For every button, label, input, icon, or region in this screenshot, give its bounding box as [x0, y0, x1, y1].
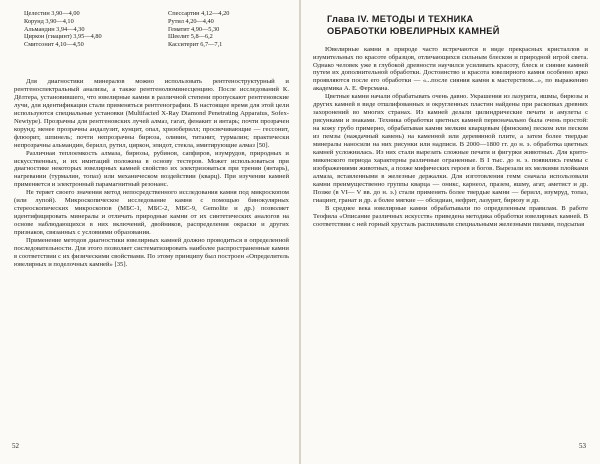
paragraph: Не теряет своего значения метод непосредственного исследования камня под микроскопом (или лупой). Микроскопическое исследование камня с помощью бинокулярных стереоскопических микроскопов (МБС-1, МБС-2, МБС-9, Gemolite и др.) позволяет идентифицировать минералы и отличать природные камни от их синтетических аналогов на основе наблюдающихся в них включений, двойников, распределения окраски и других признаков, связанных с условиями образования. — [14, 189, 289, 237]
table-row: Рутил 4,20—4,40 — [168, 17, 214, 25]
table-row: Смитсонит 4,10—4,50 — [24, 41, 84, 49]
table-row: Альмандин 3,94—4,30 — [24, 25, 85, 33]
table-row: Корунд 3,90—4,10 — [24, 17, 74, 25]
page-number: 53 — [579, 442, 586, 450]
table-row: Циркон (гиацинт) 3,95—4,80 — [24, 33, 102, 41]
chapter-title-line: ОБРАБОТКИ ЮВЕЛИРНЫХ КАМНЕЙ — [327, 25, 500, 36]
table-row: Шеелит 5,8—6,2 — [168, 33, 213, 41]
chapter-title — [327, 14, 588, 38]
table-row: Целестин 3,90—4,00 — [24, 10, 80, 17]
density-table-column-2 — [168, 10, 229, 49]
right-page — [301, 0, 600, 464]
table-row: Касситерит 6,7—7,1 — [168, 41, 223, 49]
left-body-text — [14, 78, 289, 269]
paragraph: Ювелирные камни в природе часто встречаются в виде прекрасных кристаллов и изумительных по красоте образцов, отличающихся сильным блеском и природной игрой света. Однако человек уже в глубокой древности научился усиливать красоту, блеск и сияние камней путем их дополнительной обработки. Достоинство и красота ювелирного камня особенно ярко проявляются после его обработки — «...после сияния камня к мастерством...», по выражению академика А. Е. Ферсмана. — [313, 45, 588, 93]
paragraph: В среднее века ювелирные камни обрабатывали по определенным правилам. В работе Теофила «Описание различных искусств» приведена методика обработки ювелирных камней. В соответствии с ней горный хрусталь распиливали специальными железными пилами, подсыпая — [313, 204, 588, 228]
paragraph: Применение методов диагностики ювелирных камней должно проводиться в определенной последовательности. Для этого позволяет систематизировать наиболее распространенные камни в соответствии с их физическими свойствами. По этому принципу был построен «Определитель ювелирных и поделочных камней» [35]. — [14, 237, 289, 268]
density-table-column-1 — [24, 10, 102, 49]
paragraph: Цветные камни начали обрабатывать очень давно. Украшения из лазурита, яшмы, бирюзы и других камней в виде отшлифованных и округленных пластин найдены при раскопках древних захоронений во многих странах. Из камней делали цилиндрические печати и амулеты с рисунками и знаками. Техника обработки цветных камней первоначально была очень простой: на кожу грубо примерно, обрабатывая камни мелким кварцевым (финским) песком или песком из пемзы (наждачный камень) на каменной или деревянной плите, а затем более твердые минералы наносили на них рисунки или надписи. В 2000—1800 гг. до н. э. обработка цветных камней усложнилась. Из них стали вырезать сложные печати и фигурки животных. Для крито-микенского периода характерны различные ограненные. В I тыс. до н. э. появились геммы с изображениями животных, а позже мифических героев и богов. Вырезали их мелкими плойками алмаза, вставленными в железные держалки. Для изготовления гемм сначала использовали камни преимущественно группы кварца — оникс, карнеол, празем, яшму, агат, аметист и др. Позже (в VI— V вв. до н. э.) стали применять более твердые камни — берилл, изумруд, топаз, гиацинт, гранат и др. а более мягкие — обсидиан, нефрит, лазурит, бирюзу и др. — [313, 93, 588, 204]
paragraph: Для диагностики минералов можно использовать рентгеноструктурный и рентгеноспектральный анализы, а также рентгенолюминесценцию. После исследований К. Дёлтера, установившего, что ювелирные камни в различной степени пропускают рентгеновские лучи, для идентификации стали применяться рентгенографии. В настоящее время для этой цели используются специальные установки (Multifacted X-Ray Diamond Penetrating Apparatus, Sofex-Newtype). Прозрачны для рентгеновских лучей алмаз, гагат, фенакит и янтарь; почти прозрачен корунд; менее прозрачны андалузит, кунцит, опал, хризоберилл; просвечивающие — гессонит, флюорит, шпинель; почти непрозрачны бирюза, оливин, титанит, турмалин; практически непрозрачны альмандин, берилл, рутил, циркон, эпидот, стекла, имитирующие алмаз [50]. — [14, 78, 289, 149]
page-number: 52 — [12, 442, 19, 450]
chapter-title-line: Глава IV. МЕТОДЫ И ТЕХНИКА — [327, 14, 474, 24]
left-page — [0, 0, 299, 464]
density-table — [14, 10, 289, 74]
table-row: Гематит 4,90—5,30 — [168, 25, 220, 33]
paragraph: Различная теплоемкость алмаза, бирюзы, рубинов, сапфиров, изумрудов, природных и искусственных, и их имитаций положена в основу тестеров. Может использоваться при диагностике некоторых ювелирных камней свойство их электризоваться при трении (янтарь), нагревании (турмалин, топаз) или механическом воздействии (кварц). При изучении камней применяется и электронный парамагнитный резонанс. — [14, 149, 289, 189]
table-row: Спессартин 4,12—4,20 — [168, 10, 230, 17]
right-body-text — [313, 46, 588, 229]
